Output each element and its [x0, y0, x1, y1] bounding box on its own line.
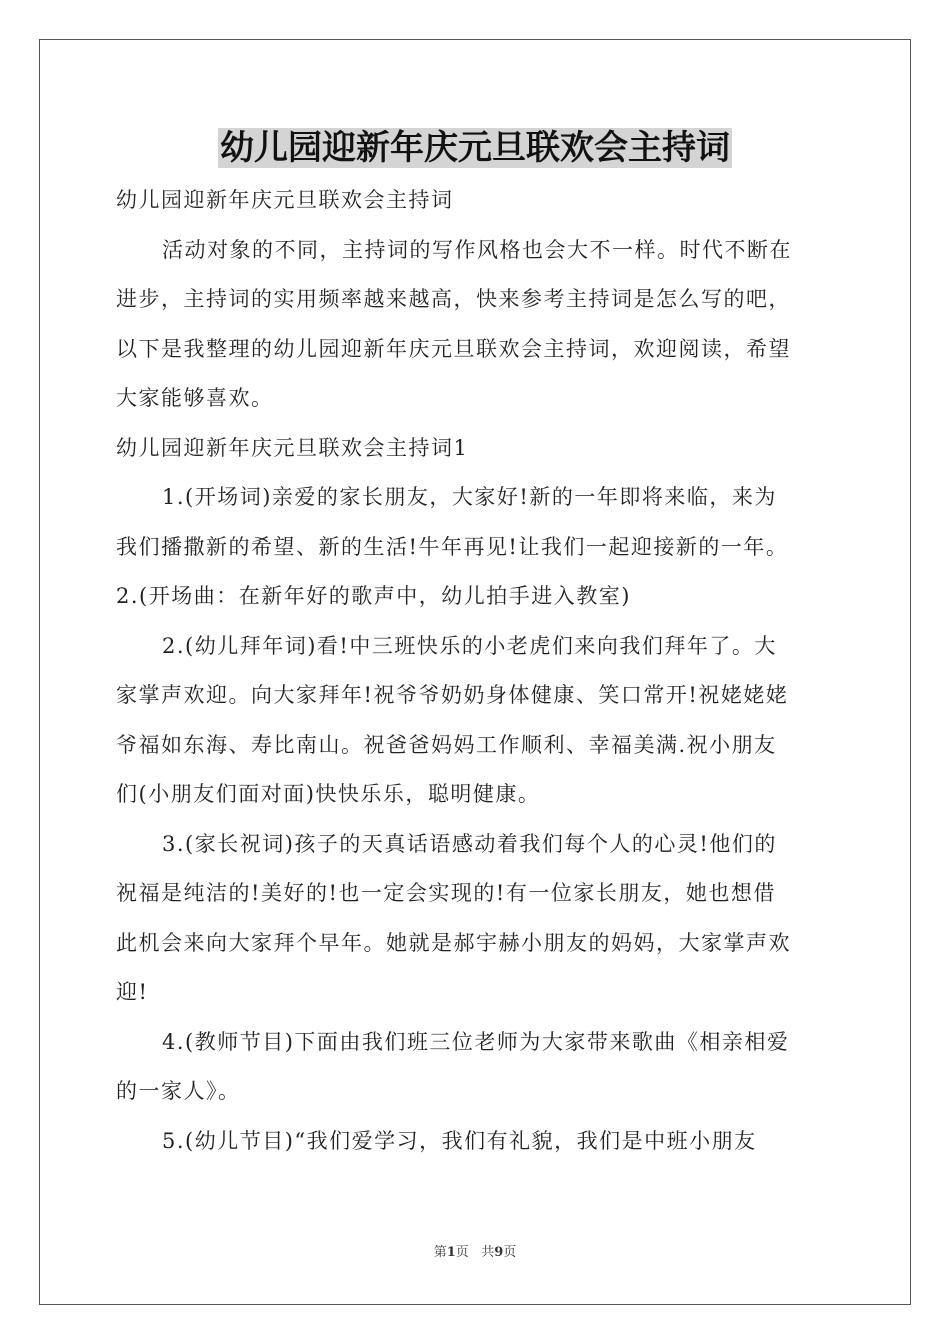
text-line: 幼儿园迎新年庆元旦联欢会主持词1	[116, 435, 469, 460]
text-line: 我们播撒新的希望、新的生活!牛年再见!让我们一起迎接新的一年。	[116, 534, 789, 559]
text-line: 大家能够喜欢。	[116, 386, 274, 410]
text-line: 爷福如东海、寿比南山。祝爸爸妈妈工作顺利、幸福美满.祝小朋友	[116, 732, 777, 757]
text-line: 3.(家长祝词)孩子的天真话语感动着我们每个人的心灵!他们的	[162, 831, 777, 856]
text-line: 4.(教师节目)下面由我们班三位老师为大家带来歌曲《相亲相爱	[162, 1029, 790, 1054]
text-line: 活动对象的不同，主持词的写作风格也会大不一样。时代不断在	[162, 237, 792, 262]
text-line: 进步，主持词的实用频率越来越高，快来参考主持词是怎么写的吧，	[116, 287, 791, 311]
text-line: 以下是我整理的幼儿园迎新年庆元旦联欢会主持词，欢迎阅读，希望	[116, 336, 791, 361]
footer-total-label: 页	[503, 1245, 517, 1260]
document-title	[0, 124, 950, 172]
text-line: 们(小朋友们面对面)快快乐乐，聪明健康。	[116, 782, 541, 806]
footer-page-total: 9	[494, 1245, 504, 1260]
footer-page-current: 1	[446, 1245, 456, 1260]
text-line: 此机会来向大家拜个早年。她就是郝宇赫小朋友的妈妈，大家掌声欢	[116, 930, 791, 955]
page-footer	[0, 1244, 950, 1262]
text-line: 幼儿园迎新年庆元旦联欢会主持词	[116, 188, 454, 212]
footer-page-prefix: 第	[433, 1245, 447, 1260]
document-title-text: 幼儿园迎新年庆元旦联欢会主持词	[220, 128, 730, 168]
text-line: 5.(幼儿节目)“我们爱学习，我们有礼貌，我们是中班小朋友	[162, 1128, 757, 1153]
text-line: 迎!	[116, 980, 149, 1004]
text-line: 家掌声欢迎。向大家拜年!祝爷爷奶奶身体健康、笑口常开!祝姥姥姥	[116, 683, 789, 707]
footer-page-label: 页	[455, 1245, 469, 1260]
text-line: 2.(开场曲：在新年好的歌声中，幼儿拍手进入教室)	[116, 584, 631, 608]
text-line: 祝福是纯洁的!美好的!也一定会实现的!有一位家长朋友，她也想借	[116, 881, 776, 905]
text-line: 的一家人》。	[116, 1079, 241, 1103]
footer-total-prefix: 共	[481, 1245, 495, 1260]
text-line: 1.(开场词)亲爱的家长朋友，大家好!新的一年即将来临，来为	[162, 485, 777, 509]
document-body	[116, 176, 838, 1166]
text-line: 2.(幼儿拜年词)看!中三班快乐的小老虎们来向我们拜年了。大	[162, 633, 777, 658]
